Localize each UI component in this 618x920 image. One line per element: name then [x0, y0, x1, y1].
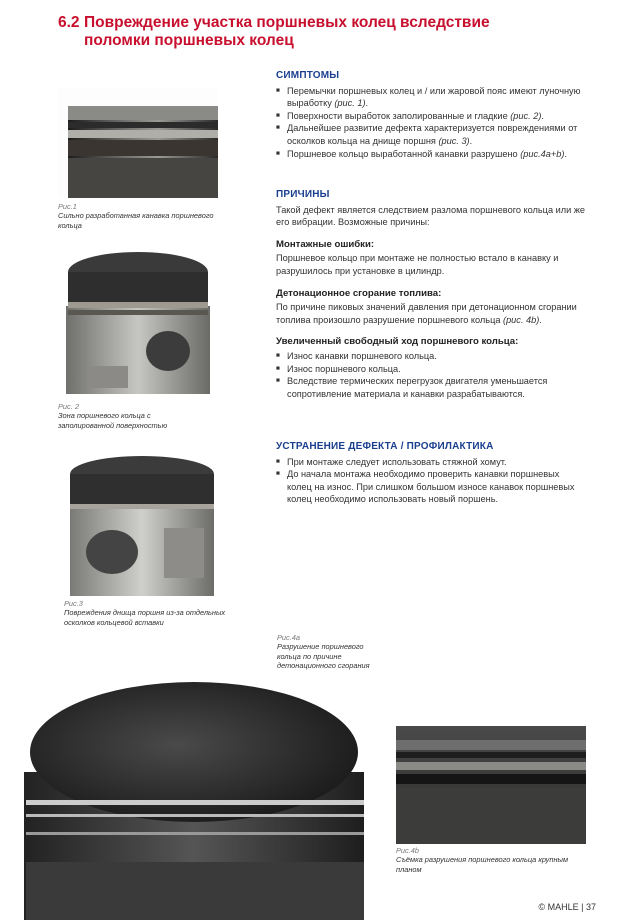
figure-1-caption: Рис.1 Сильно разработанная канавка поршневого кольца	[58, 202, 214, 230]
causes-intro: Такой дефект является следствием разлома поршневого кольца или же его вибрации. Возможные причины:	[276, 204, 586, 228]
remedy-item: ■ При монтаже следует использовать стяжной хомут.	[276, 456, 586, 469]
figure-1-photo	[58, 88, 218, 198]
clearance-item: ■ Износ канавки поршневого кольца.	[276, 350, 586, 363]
section-number: 6.2	[58, 14, 80, 31]
symptoms-heading: СИМПТОМЫ	[276, 70, 340, 81]
page-footer	[538, 902, 596, 912]
clearance-heading: Увеличенный свободный ход поршневого кольца:	[276, 336, 519, 348]
title-line-2: поломки поршневых колец	[84, 32, 294, 49]
figure-4a-caption: Рис.4a Разрушение поршневого кольца по причине детонационного сгорания	[277, 633, 370, 671]
figure-4b-caption: Рис.4b Съёмка разрушения поршневого кольца крупным планом	[396, 846, 569, 874]
figure-2-photo	[58, 246, 218, 396]
figure-4b-photo	[396, 726, 586, 844]
clearance-item: ■ Вследствие термических перегрузок двигателя уменьшается сопротивление материала и канавки разрабатываются.	[276, 375, 586, 400]
detonation-heading: Детонационное сгорание топлива:	[276, 287, 442, 299]
remedy-item: ■ До начала монтажа необходимо проверить канавки поршневых колец на износ. При слишком большом износе канавок поршневых колец необходимо использовать новый поршень.	[276, 468, 586, 506]
symptom-item: ■ Перемычки поршневых колец и / или жаровой пояс имеют луночную выработку (рис. 1).	[276, 85, 586, 110]
clearance-list	[276, 350, 586, 400]
mounting-heading: Монтажные ошибки:	[276, 238, 375, 250]
mounting-text: Поршневое кольцо при монтаже не полностью встало в канавку и разрушилось при установке в цилиндр.	[276, 253, 559, 276]
footer-separator: |	[581, 902, 584, 912]
symptom-item: ■ Поршневое кольцо выработанной канавки разрушено (рис.4a+b).	[276, 148, 586, 161]
detonation-text: По причине пиковых значений давления при детонационном сгорании топлива произошло разрушение поршневого кольца (рис. 4b).	[276, 302, 577, 325]
remedy-heading: УСТРАНЕНИЕ ДЕФЕКТА / ПРОФИЛАКТИКА	[276, 441, 494, 452]
symptoms-section	[276, 70, 586, 160]
remedy-list	[276, 456, 586, 506]
figure-4a-photo	[20, 672, 372, 920]
title-line-1: Повреждение участка поршневых колец вследствие	[84, 14, 490, 31]
figure-3-photo	[64, 452, 220, 598]
remedy-section	[276, 441, 586, 506]
symptom-item: ■ Поверхности выработок заполированные и гладкие (рис. 2).	[276, 110, 586, 123]
page-number: 37	[585, 902, 596, 912]
brand-label: © MAHLE	[538, 902, 579, 912]
symptoms-list	[276, 85, 586, 161]
causes-section	[276, 189, 586, 400]
figure-2-caption: Рис. 2 Зона поршневого кольца с заполированной поверхностью	[58, 402, 168, 430]
page-title	[58, 14, 578, 50]
symptom-item: ■ Дальнейшее развитие дефекта характеризуется повреждениями от осколков кольца на днище поршня (рис. 3).	[276, 122, 586, 147]
causes-heading: ПРИЧИНЫ	[276, 189, 330, 200]
clearance-item: ■ Износ поршневого кольца.	[276, 363, 586, 376]
figure-3-caption: Рис.3 Повреждения днища поршня из-за отдельных осколков кольцевой вставки	[64, 599, 226, 627]
